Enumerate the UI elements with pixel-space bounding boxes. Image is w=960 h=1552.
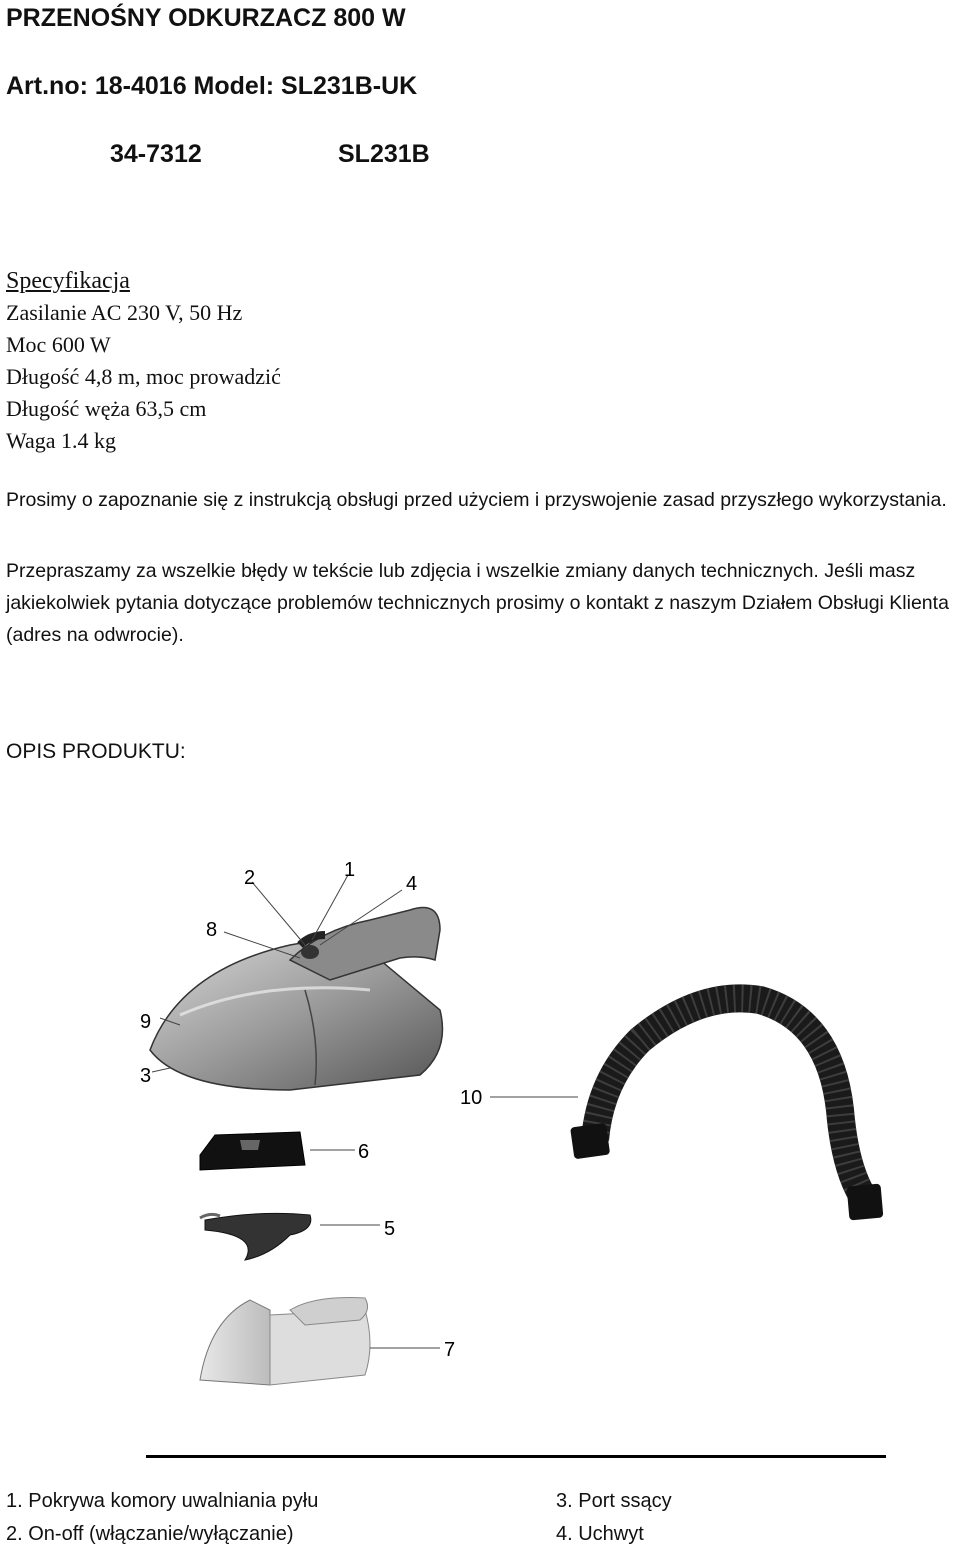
legend-item-2: 2. On-off (włączanie/wyłączanie) [6, 1523, 294, 1545]
spec-power: Moc 600 W [6, 332, 111, 357]
document-title: PRZENOŚNY ODKURZACZ 800 W [6, 4, 406, 32]
model-number-2: SL231B [338, 140, 430, 168]
spec-power-supply: Zasilanie AC 230 V, 50 Hz [6, 300, 243, 325]
product-diagram [140, 840, 900, 1410]
callout-8: 8 [206, 919, 218, 941]
callout-1: 1 [344, 859, 356, 881]
callout-7: 7 [444, 1339, 456, 1361]
callout-6: 6 [358, 1141, 370, 1163]
callout-2: 2 [244, 867, 256, 889]
divider [146, 1455, 886, 1458]
hose [570, 998, 883, 1220]
crevice-nozzle [200, 1132, 305, 1170]
callout-9: 9 [140, 1011, 152, 1033]
notice-paragraph-2: Przepraszamy za wszelkie błędy w tekście lub zdjęcia i wszelkie zmiany danych technicznych. Jeśli masz jakiekolwiek pytania dotyczące problemów technicznych prosimy o kontakt z naszym Działem Obsługi Klienta (adres na odwrocie). [6, 560, 949, 646]
callout-3: 3 [140, 1065, 152, 1087]
callout-4: 4 [406, 873, 418, 895]
spec-cord-length: Długość 4,8 m, moc prowadzić [6, 364, 281, 389]
spec-hose-length: Długość wężа 63,5 cm [6, 396, 207, 421]
shoulder-strap [200, 1213, 311, 1260]
callout-10: 10 [460, 1087, 483, 1109]
legend-item-3: 3. Port ssący [556, 1490, 672, 1512]
legend-item-1: 1. Pokrywa komory uwalniania pyłu [6, 1490, 319, 1512]
product-description-heading: OPIS PRODUKTU: [6, 740, 186, 763]
vacuum-open [200, 1298, 370, 1386]
article-model-line: Art.no: 18-4016 Model: SL231B-UK [6, 72, 418, 100]
callout-5: 5 [384, 1218, 396, 1240]
legend-item-4: 4. Uchwyt [556, 1523, 644, 1545]
article-number-2: 34-7312 [110, 140, 202, 168]
notice-paragraph-1: Prosimy o zapoznanie się z instrukcją obsługi przed użyciem i przyswojenie zasad przyszłego wykorzystania. [6, 489, 947, 511]
spec-heading: Specyfikacja [6, 268, 130, 294]
spec-weight: Waga 1.4 kg [6, 428, 117, 453]
